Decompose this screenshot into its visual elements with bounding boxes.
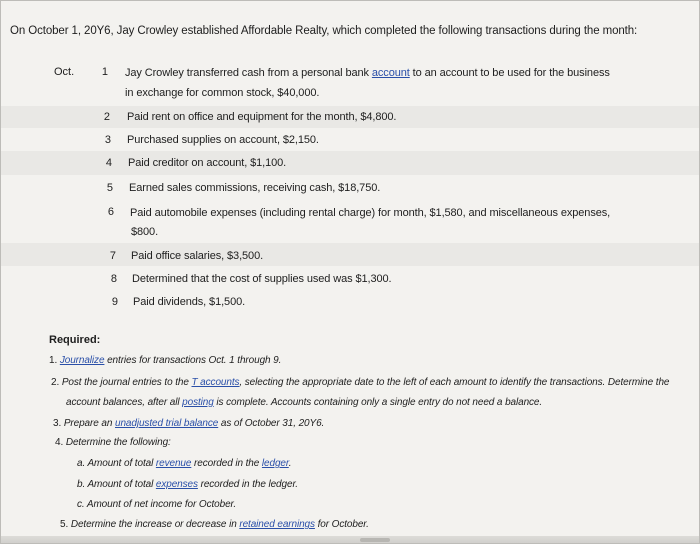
glossary-link-expenses[interactable]: expenses: [155, 479, 198, 490]
day-number: 1: [101, 66, 108, 78]
transaction-text: Earned sales commissions, receiving cash, $18,750.: [129, 182, 381, 194]
transaction-text: Jay Crowley transferred cash from a personal bank account to an account to be used for the business: [125, 67, 610, 79]
glossary-link-revenue[interactable]: revenue: [155, 458, 192, 469]
required-heading: Required:: [49, 334, 101, 346]
horizontal-scrollbar[interactable]: [0, 536, 700, 544]
requirement-2-cont: account balances, after all posting is complete. Accounts containing only a single entry do not need a balance.: [66, 397, 543, 408]
glossary-link-posting[interactable]: posting: [182, 397, 214, 408]
transaction-text: Paid office salaries, $3,500.: [131, 250, 264, 262]
glossary-link-ledger[interactable]: ledger: [261, 458, 289, 469]
day-number: 7: [109, 250, 116, 262]
day-number: 2: [103, 111, 110, 123]
day-number: 8: [110, 273, 117, 285]
transaction-text: Paid creditor on account, $1,100.: [128, 157, 287, 169]
requirement-4b: b. Amount of total expenses recorded in the ledger.: [77, 479, 298, 490]
intro-text: On October 1, 20Y6, Jay Crowley established Affordable Realty, which completed the following transactions during the month:: [10, 25, 638, 37]
transaction-text: Purchased supplies on account, $2,150.: [127, 134, 319, 146]
glossary-link-retained-earnings[interactable]: retained earnings: [239, 519, 315, 530]
transaction-text: Paid automobile expenses (including rental charge) for month, $1,580, and miscellaneous expenses,: [130, 207, 611, 219]
transaction-text: Determined that the cost of supplies used was $1,300.: [132, 273, 392, 285]
glossary-link-t-accounts[interactable]: T accounts: [191, 377, 240, 388]
requirement-1: 1. Journalize entries for transactions Oct. 1 through 9.: [49, 355, 282, 366]
glossary-link-account[interactable]: account: [371, 67, 410, 79]
day-number: 9: [111, 296, 118, 308]
requirement-2: 2. Post the journal entries to the T accounts, selecting the appropriate date to the left of each amount to identify the transactions. Determine the: [51, 377, 670, 388]
day-number: 6: [107, 206, 114, 218]
day-number: 3: [104, 134, 111, 146]
transaction-text: Paid rent on office and equipment for the month, $4,800.: [127, 111, 397, 123]
scrollbar-thumb[interactable]: [360, 538, 390, 542]
transaction-text: Paid dividends, $1,500.: [133, 296, 246, 308]
requirement-4c: c. Amount of net income for October.: [77, 499, 237, 510]
day-number: 4: [105, 157, 112, 169]
day-number: 5: [106, 182, 113, 194]
glossary-link-journalize[interactable]: Journalize: [59, 355, 105, 366]
transaction-text-cont: in exchange for common stock, $40,000.: [125, 87, 320, 99]
requirement-4: 4. Determine the following:: [55, 437, 171, 448]
transaction-text-cont: $800.: [131, 226, 159, 238]
requirement-5: 5. Determine the increase or decrease in retained earnings for October.: [60, 519, 369, 530]
requirement-3: 3. Prepare an unadjusted trial balance as of October 31, 20Y6.: [53, 418, 325, 429]
glossary-link-unadjusted-trial-balance[interactable]: unadjusted trial balance: [114, 418, 219, 429]
requirement-4a: a. Amount of total revenue recorded in the ledger.: [77, 458, 292, 469]
month-label: Oct.: [54, 66, 75, 78]
